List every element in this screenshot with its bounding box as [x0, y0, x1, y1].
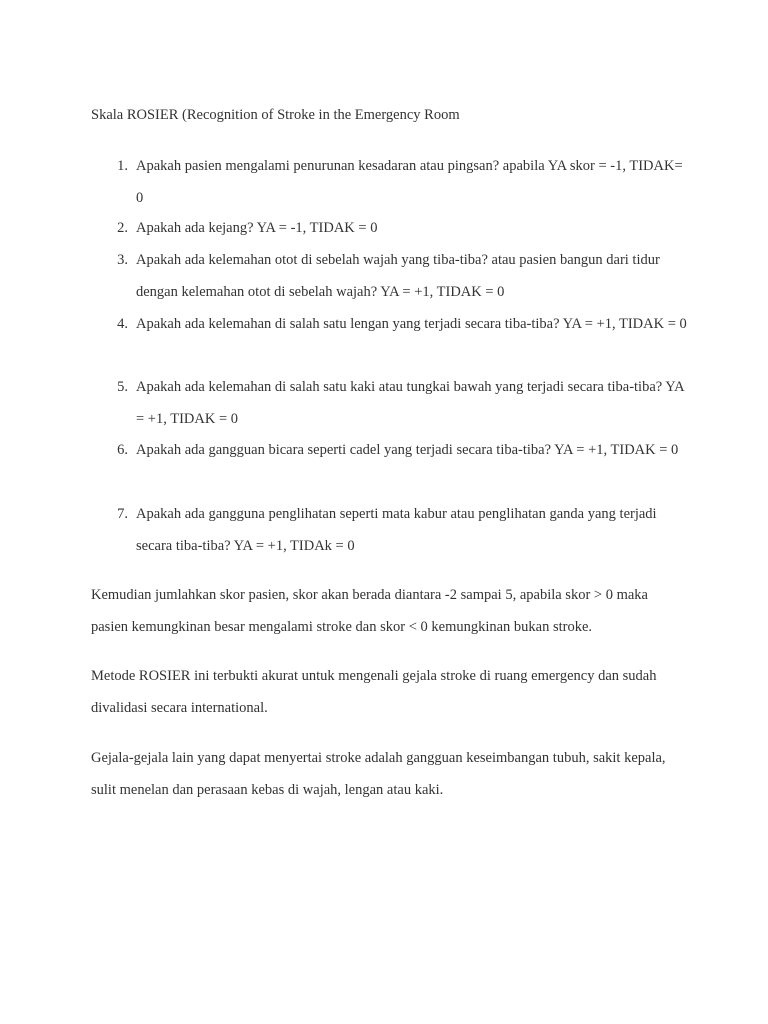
list-item-text: Apakah pasien mengalami penurunan kesadaran atau pingsan? apabila YA skor = -1, TIDAK= 0 — [136, 158, 683, 206]
list-item-text: Apakah ada kejang? YA = -1, TIDAK = 0 — [136, 220, 378, 236]
list-item-number: 2. — [117, 220, 128, 236]
list-item-text: Apakah ada kelemahan otot di sebelah wajah yang tiba-tiba? atau pasien bangun dari tidur dengan kelemahan otot di sebelah wajah? YA = +1, TIDAK = 0 — [136, 252, 660, 300]
paragraph: Kemudian jumlahkan skor pasien, skor akan berada diantara -2 sampai 5, apabila skor > 0 maka pasien kemungkinan besar mengalami stroke dan skor < 0 kemungkinan bukan stroke. — [91, 587, 648, 635]
list-item-text: Apakah ada kelemahan di salah satu lengan yang terjadi secara tiba-tiba? YA = +1, TIDAK = 0 — [136, 316, 687, 332]
list-item-text: Apakah ada gangguan bicara seperti cadel yang terjadi secara tiba-tiba? YA = +1, TIDAK = 0 — [136, 442, 679, 458]
list-item-number: 1. — [117, 158, 128, 174]
list-item-text: Apakah ada kelemahan di salah satu kaki atau tungkai bawah yang terjadi secara tiba-tiba? YA = +1, TIDAK = 0 — [136, 379, 684, 427]
list-item-number: 7. — [117, 506, 128, 522]
list-item-number: 5. — [117, 379, 128, 395]
list-item-number: 4. — [117, 316, 128, 332]
list-item-text: Apakah ada gangguna penglihatan seperti mata kabur atau penglihatan ganda yang terjadi secara tiba-tiba? YA = +1, TIDAk = 0 — [136, 506, 657, 554]
paragraph: Metode ROSIER ini terbukti akurat untuk mengenali gejala stroke di ruang emergency dan sudah divalidasi secara international. — [91, 668, 657, 716]
paragraph: Gejala-gejala lain yang dapat menyertai stroke adalah gangguan keseimbangan tubuh, sakit kepala, sulit menelan dan perasaan kebas di wajah, lengan atau kaki. — [91, 750, 666, 798]
document-title: Skala ROSIER (Recognition of Stroke in the Emergency Room — [91, 107, 460, 123]
list-item-number: 6. — [117, 442, 128, 458]
list-item-number: 3. — [117, 252, 128, 268]
